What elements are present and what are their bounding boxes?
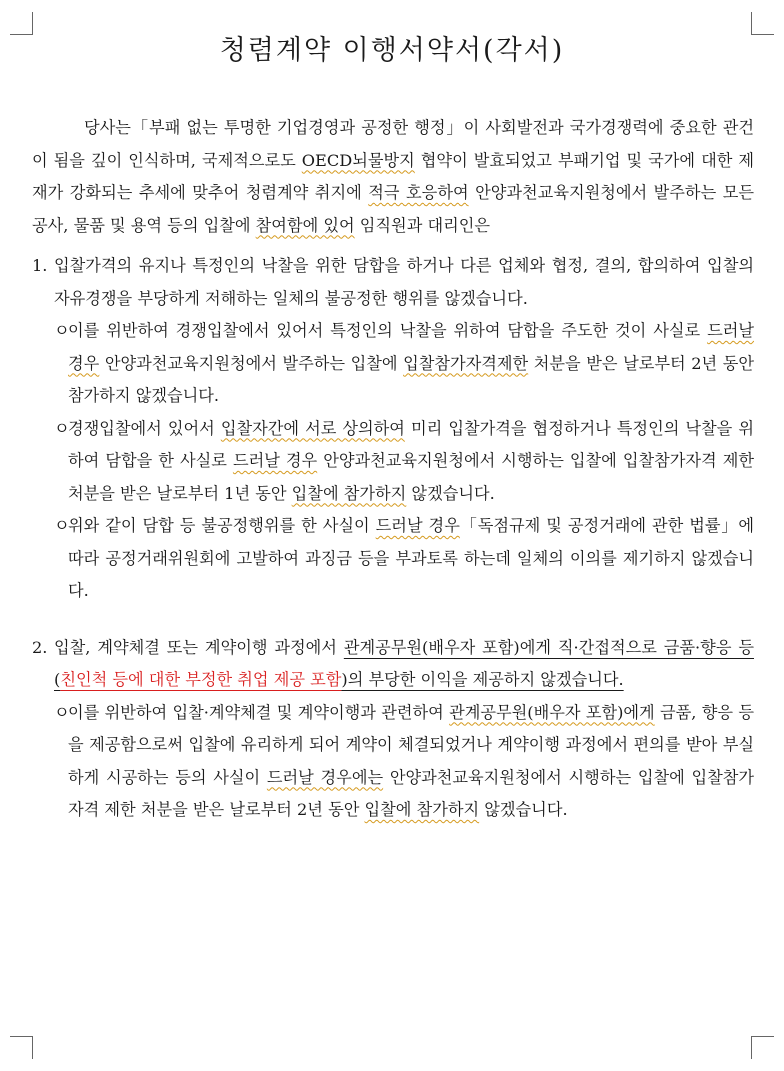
text-run: 협약이 발효되었고 부패기업 및 국가에 대한 제재가 강화되는 추세에 맞추어 청렴계약 취지에 [32,150,754,202]
underlined-text: )의 부당한 이익을 제공하지 않겠습니다. [341,670,624,689]
paragraph-spacer [32,608,754,632]
text-run: 안양과천교육지원청에서 시행하는 입찰에 입찰참가자격 제한 처분을 받은 날로부터 1년 동안 [68,451,754,503]
text-run: 당사는「부패 없는 투명한 기업경영과 공정한 행정」이 사회발전과 국가경쟁력에 중요한 관건이 됨을 깊이 인식하며, 국제적으로도 [32,118,754,170]
bullet-marker: ㅇ [54,321,70,340]
text-run: 금품, 향응 등을 제공함으로써 입찰에 유리하게 되어 계약이 체결되었거나 계약이행 과정에서 편의를 받아 부실하게 시공하는 등의 사실이 [68,702,754,787]
bullet-marker: ㅇ [54,516,70,535]
spellcheck-flagged-text: 드러날 경우 [232,451,318,470]
highlighted-red-text: 친인척 등에 대한 부정한 취업 제공 포함 [60,670,342,689]
spellcheck-flagged-text: 입찰에 참가하지 [364,800,480,819]
clause-number: 2. [32,637,48,657]
spellcheck-flagged-text: 관계공무원(배우자 포함)에게 [449,702,655,722]
text-run: 임직원과 대리인은 [354,215,491,235]
spellcheck-flagged-text: 드러날 경우 [68,321,754,373]
text-run: 안양과천교육지원청에서 시행하는 입찰에 입찰참가자격 제한 처분을 받은 날로부터 2년 동안 [68,767,754,819]
text-run: 위와 같이 담합 등 불공정행위를 한 사실이 [68,516,376,535]
bullet-marker: ㅇ [54,702,70,722]
clause-1-sub-a [32,315,754,413]
text-run: 경쟁입찰에서 있어서 [68,418,221,438]
text-run: 안양과천교육지원청에서 발주하는 입찰에 [99,353,404,373]
document-body [32,112,754,827]
page-corner-mark [10,1036,33,1059]
text-run: 이를 위반하여 경쟁입찰에서 있어서 특정인의 낙찰을 위하여 담합을 주도한 것이 사실로 [68,321,708,340]
text-run: 입찰, 계약체결 또는 계약이행 과정에서 [54,637,344,657]
underlined-text: 관계공무원(배우자 포함)에게 직·간접적으로 금품·향응 등( [54,637,754,689]
clause-2 [32,632,754,697]
spellcheck-flagged-text: 참여함에 있어 [255,215,355,235]
text-run: 이를 위반하여 입찰·계약체결 및 계약이행과 관련하여 [68,702,450,722]
clause-1-sub-b [32,413,754,511]
spellcheck-flagged-text: 드러날 경우에는 [266,767,384,787]
text-run: 않겠습니다. [479,800,568,819]
text-run: 미리 입찰가격을 협정하거나 특정인의 낙찰을 위하여 담합을 한 사실로 [68,418,754,470]
intro-paragraph [32,112,754,242]
spellcheck-flagged-text: OECD뇌물방지 [301,150,415,170]
spellcheck-flagged-text: 드러날 경우 [375,516,460,535]
text-run: 않겠습니다. [406,483,495,503]
clause-text: 입찰가격의 유지나 특정인의 낙찰을 위한 담합을 하거나 다른 업체와 협정, 결의, 합의하여 입찰의 자유경쟁을 부당하게 저해하는 일체의 불공정한 행위를 않겠습니다. [54,256,754,308]
bullet-marker: ㅇ [54,418,70,438]
clause-1-sub-c [32,510,754,608]
clause-number: 1. [32,256,48,275]
spellcheck-flagged-text: 입찰참가자격제한 [403,353,529,373]
text-run: 「독점규제 및 공정거래에 관한 법률」에 따라 공정거래위원회에 고발하여 과징금 등을 부과토록 하는데 일체의 이의를 제기하지 않겠습니다. [68,516,754,600]
spellcheck-flagged-text: 적극 호응하여 [368,183,469,202]
clause-2-sub-a [32,697,754,827]
text-run: 처분을 받은 날로부터 2년 동안 참가하지 않겠습니다. [68,353,754,405]
clause-1 [32,250,754,315]
page-corner-mark [751,1036,774,1059]
spellcheck-flagged-text: 입찰에 참가하지 [291,483,407,503]
text-run: 안양과천교육지원청에서 발주하는 모든 공사, 물품 및 용역 등의 입찰에 [32,183,755,235]
document-title: 청렴계약 이행서약서(각서) [219,35,565,66]
spellcheck-flagged-text: 입찰자간에 서로 상의하여 [220,418,405,438]
